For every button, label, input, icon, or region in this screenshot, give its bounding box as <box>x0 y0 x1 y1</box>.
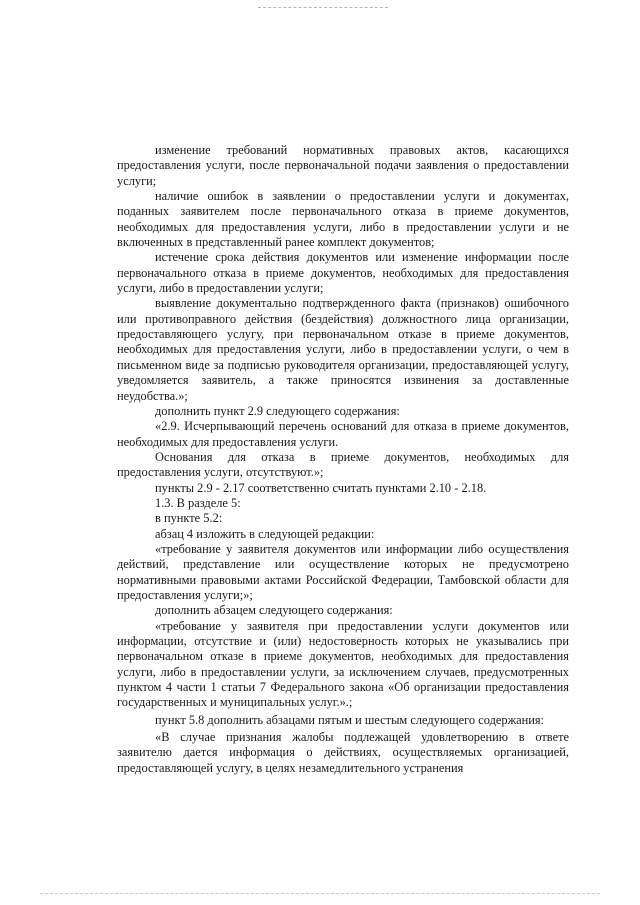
scan-artifact-bottom <box>40 893 600 895</box>
scan-artifact-top <box>258 7 388 9</box>
paragraph-3: истечение срока действия документов или изменение информации после первоначального отказа в приеме документов, необходимых для предоставления услуги, либо в предоставлении услуги; <box>117 250 569 296</box>
paragraph-13: дополнить абзацем следующего содержания: <box>155 603 393 618</box>
paragraph-1: изменение требований нормативных правовых актов, касающихся предоставления услуги, после первоначальной подачи заявления о предоставлении услуги; <box>117 143 569 188</box>
paragraph-16: «В случае признания жалобы подлежащей удовлетворению в ответе заявителю дается информация о действиях, осуществляемых организацией, предоставляющей услугу, в целях незамедлительного устранения <box>117 730 569 775</box>
paragraph-12: «требование у заявителя документов или информации либо осуществления действий, представление или осуществление которых не предусмотрено нормативными правовыми актами Российской Федерации, Тамбовской области для предоставления услуги;»; <box>117 541 569 602</box>
paragraph-2: наличие ошибок в заявлении о предоставлении услуги и документах, поданных заявителем после первоначального отказа в приеме документов, необходимых для предоставления услуги, либо в предоставлении услуги и не включенных в представленный ранее комплект документов; <box>117 189 569 250</box>
paragraph-14: «требование у заявителя при предоставлении услуги документов или информации, отсутствие и (или) недостоверность которых не указывались при первоначальном отказе в приеме документов, необходимых для предоставления услуги, либо в предоставлении услуги, за исключением случаев, предусмотренных пунктом 4 части 1 статьи 7 Федерального закона «Об организации предоставления государственных и муниципальных услуг.».; <box>117 618 569 710</box>
paragraph-6: «2.9. Исчерпывающий перечень оснований для отказа в приеме документов, необходимых для предоставления услуги. <box>117 419 569 449</box>
paragraph-10: в пункте 5.2: <box>155 511 223 526</box>
document-body <box>117 143 569 776</box>
paragraph-7: Основания для отказа в приеме документов, необходимых для предоставления услуги, отсутствуют.»; <box>117 449 569 480</box>
paragraph-9: 1.3. В разделе 5: <box>155 495 241 510</box>
paragraph-4: выявление документально подтвержденного факта (признаков) ошибочного или противоправного действия (бездействия) должностного лица организации, предоставляющего услугу, при первоначальном отказе в приеме документов, необходимых для предоставления услуги, либо в предоставлении услуги, о чем в письменном виде за подписью руководителя организации, предоставляющей услугу, уведомляется заявитель, а также приносятся извинения за доставленные неудобства.»; <box>117 296 569 403</box>
paragraph-8: пункты 2.9 - 2.17 соответственно считать пунктами 2.10 - 2.18. <box>155 480 487 495</box>
paragraph-5: дополнить пункт 2.9 следующего содержания: <box>155 403 400 418</box>
paragraph-15: пункт 5.8 дополнить абзацами пятым и шестым следующего содержания: <box>155 712 545 727</box>
paragraph-11: абзац 4 изложить в следующей редакции: <box>155 526 375 541</box>
